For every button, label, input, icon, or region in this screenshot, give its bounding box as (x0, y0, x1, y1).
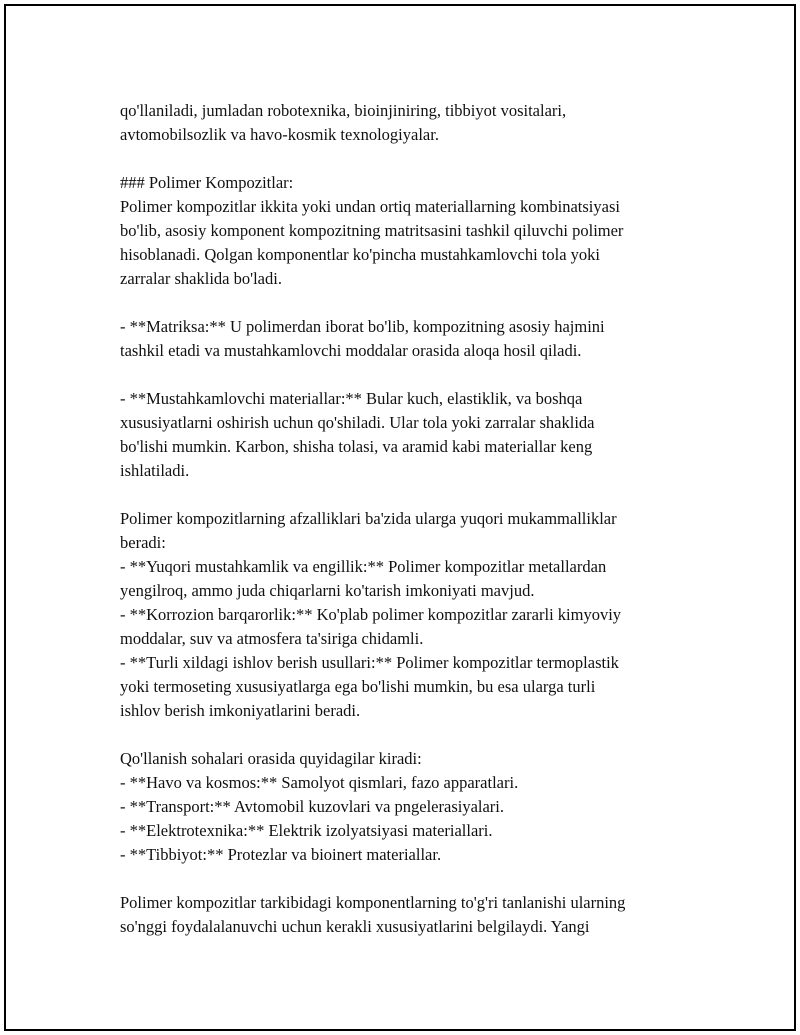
text-line: bo'lishi mumkin. Karbon, shisha tolasi, va aramid kabi materiallar keng (120, 437, 593, 456)
text-line: Polimer kompozitlarning afzalliklari ba'zida ularga yuqori mukammalliklar (120, 509, 617, 528)
text-line: moddalar, suv va atmosfera ta'siriga chidamli. (120, 629, 424, 648)
list-item-korrozion: - **Korrozion barqarorlik:** Ko'plab polimer kompozitlar zararli kimyoviy (120, 605, 622, 624)
text-line: bo'lib, asosiy komponent kompozitning matritsasini tashkil qiluvchi polimer (120, 221, 624, 240)
text-line: zarralar shaklida bo'ladi. (120, 269, 282, 288)
blank-line (120, 723, 720, 747)
document-body (120, 99, 720, 939)
text-line: Polimer kompozitlar ikkita yoki undan ortiq materiallarning kombinatsiyasi (120, 197, 620, 216)
text-line: qo'llaniladi, jumladan robotexnika, bioinjiniring, tibbiyot vositalari, (120, 101, 567, 120)
blank-line (120, 291, 720, 315)
text-line: beradi: (120, 533, 166, 552)
list-item-havo-kosmos: - **Havo va kosmos:** Samolyot qismlari, fazo apparatlari. (120, 773, 519, 792)
blank-line (120, 363, 720, 387)
text-line: yoki termoseting xususiyatlarga ega bo'lishi mumkin, bu esa ularga turli (120, 677, 596, 696)
text-line: Qo'llanish sohalari orasida quyidagilar kiradi: (120, 749, 422, 768)
text-line: Polimer kompozitlar tarkibidagi komponentlarning to'g'ri tanlanishi ularning (120, 893, 626, 912)
list-item-mustahkamlovchi: - **Mustahkamlovchi materiallar:** Bular kuch, elastiklik, va boshqa (120, 389, 583, 408)
list-item-transport: - **Transport:** Avtomobil kuzovlari va pngelerasiyalari. (120, 797, 505, 816)
blank-line (120, 867, 720, 891)
list-item-tibbiyot: - **Tibbiyot:** Protezlar va bioinert materiallar. (120, 845, 442, 864)
text-line: xususiyatlarni oshirish uchun qo'shiladi. Ular tola yoki zarralar shaklida (120, 413, 595, 432)
text-line: so'nggi foydalalanuvchi uchun kerakli xususiyatlarini belgilaydi. Yangi (120, 917, 590, 936)
blank-line (120, 483, 720, 507)
text-line: yengilroq, ammo juda chiqarlarni ko'tarish imkoniyati mavjud. (120, 581, 535, 600)
list-item-matriksa: - **Matriksa:** U polimerdan iborat bo'lib, kompozitning asosiy hajmini (120, 317, 605, 336)
page-frame (4, 4, 796, 1031)
list-item-mustahkamlik: - **Yuqori mustahkamlik va engillik:** Polimer kompozitlar metallardan (120, 557, 607, 576)
text-line: hisoblanadi. Qolgan komponentlar ko'pincha mustahkamlovchi tola yoki (120, 245, 601, 264)
section-heading: ### Polimer Kompozitlar: (120, 173, 294, 192)
text-line: tashkil etadi va mustahkamlovchi moddalar orasida aloqa hosil qiladi. (120, 341, 582, 360)
list-item-elektrotexnika: - **Elektrotexnika:** Elektrik izolyatsiyasi materiallari. (120, 821, 493, 840)
text-line: ishlov berish imkoniyatlarini beradi. (120, 701, 361, 720)
blank-line (120, 147, 720, 171)
list-item-ishlov-berish: - **Turli xildagi ishlov berish usullari:** Polimer kompozitlar termoplastik (120, 653, 619, 672)
text-line: avtomobilsozlik va havo-kosmik texnologiyalar. (120, 125, 439, 144)
text-line: ishlatiladi. (120, 461, 190, 480)
